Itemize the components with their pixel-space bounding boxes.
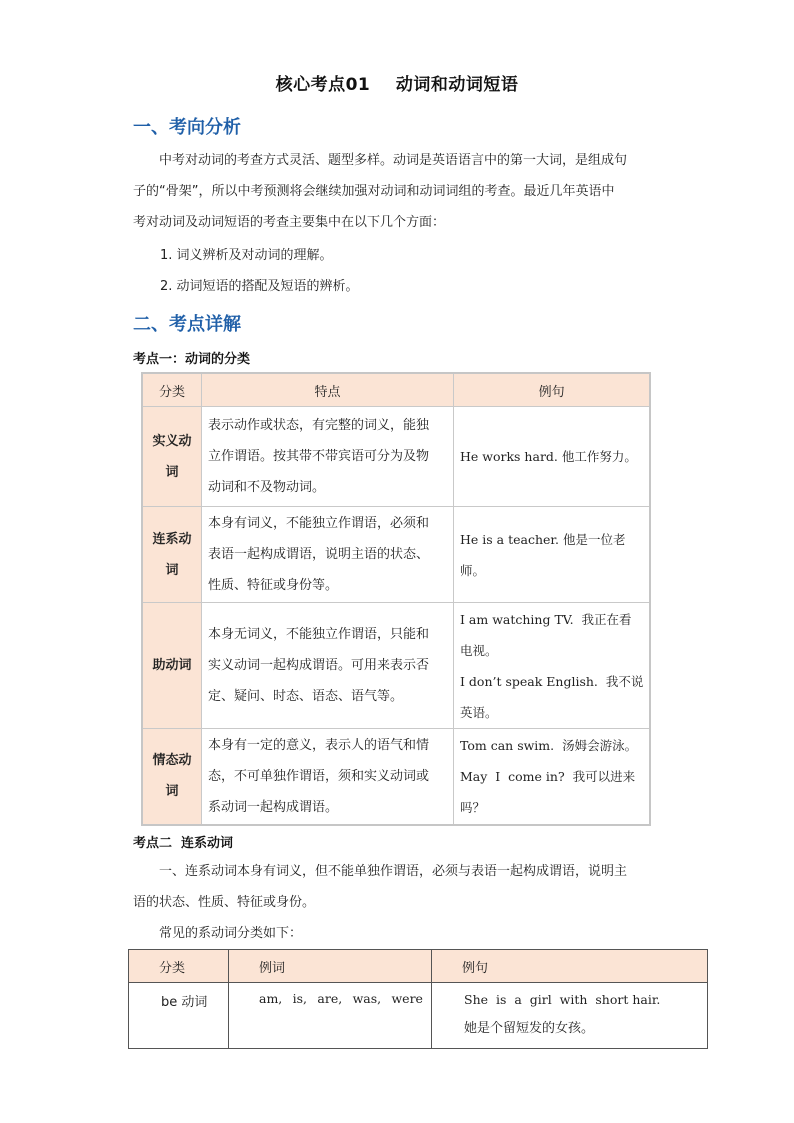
linking-verb-table: [128, 949, 708, 1049]
feature-line: 本身有一定的意义，表示人的语气和情: [208, 737, 430, 753]
section-heading-analysis: 一、考向分析: [133, 117, 241, 138]
para-line: 语的状态、性质、特征或身份。: [133, 895, 316, 910]
example-line: He works hard. 他工作努力。: [460, 449, 637, 464]
table-row: [142, 603, 650, 729]
analysis-paragraph: [133, 145, 661, 238]
table-header-cell: 例句: [454, 373, 651, 407]
feature-line: 动词和不及物动词。: [208, 480, 326, 495]
para-line: 子的“骨架”，所以中考预测将会继续加强对动词和动词词组的考查。最近几年英语中: [133, 184, 615, 199]
example-line: I am watching TV. 我正在看: [460, 611, 632, 627]
category-cell: [142, 507, 202, 603]
example-line: May I come in? 我可以进来: [460, 768, 636, 784]
table-row: [129, 983, 708, 1049]
example-cell: [454, 507, 651, 603]
feature-line: 实义动词一起构成谓语。可用来表示否: [208, 658, 430, 673]
category-line: 情态动: [152, 753, 192, 769]
example-line: I don’t speak English. 我不说: [460, 673, 644, 689]
word: are,: [317, 991, 343, 1006]
category-cell: be 动词: [129, 983, 229, 1049]
feature-line: 表示动作或状态，有完整的词义，能独: [208, 418, 430, 433]
feature-line: 表语一起构成谓语，说明主语的状态、: [208, 547, 430, 562]
feature-cell: [202, 407, 454, 507]
category-cell: [142, 407, 202, 507]
table-header-cell: 分类: [142, 373, 202, 407]
feature-line: 立作谓语。按其带不带宾语可分为及物: [208, 449, 430, 464]
feature-line: 系动词一起构成谓语。: [208, 799, 339, 815]
example-cell: [454, 603, 651, 729]
example-line: He is a teacher. 他是一位老师。: [460, 531, 626, 578]
feature-line: 定、疑问、时态、语态、语气等。: [208, 689, 404, 704]
table-row: [142, 729, 650, 825]
section-heading-details: 二、考点详解: [133, 314, 241, 335]
word: is,: [292, 991, 308, 1006]
category-line: 词: [165, 464, 179, 480]
table-header-cell: 分类: [129, 950, 229, 983]
feature-cell: [202, 729, 454, 825]
feature-line: 本身有词义，不能独立作谓语，必须和: [208, 516, 430, 531]
word: was,: [352, 991, 382, 1006]
example-line: Tom can swim. 汤姆会游泳。: [460, 737, 638, 753]
table-header-cell: 例词: [229, 950, 432, 983]
point2-intro: 常见的系动词分类如下：: [159, 926, 303, 941]
point2-title: 考点二 连系动词: [133, 836, 234, 851]
category-line: 连系动: [152, 531, 192, 547]
feature-line: 本身无词义，不能独立作谓语，只能和: [208, 627, 430, 642]
word-list: [259, 991, 423, 1006]
category-line: 词: [165, 562, 179, 578]
page-title: 核心考点01 动词和动词短语: [275, 75, 519, 95]
table-header-row: [142, 373, 650, 407]
example-line: 电视。: [460, 642, 498, 658]
example-cell: [432, 983, 708, 1049]
category-cell: [142, 729, 202, 825]
category-cell: [142, 603, 202, 729]
feature-line: 性质、特征或身份等。: [208, 578, 339, 593]
para-line: 中考对动词的考查方式灵活、题型多样。动词是英语语言中的第一大词，是组成句: [159, 153, 628, 168]
word: am,: [259, 991, 283, 1006]
feature-line: 态，不可单独作谓语，须和实义动词或: [208, 768, 430, 784]
example-line: She is a girl with short hair.: [464, 992, 661, 1007]
category-line: 助动词: [152, 658, 192, 673]
category-line: 实义动: [152, 433, 192, 449]
table-row: [142, 407, 650, 507]
table-row: [142, 507, 650, 603]
para-line: 一、连系动词本身有词义，但不能单独作谓语，必须与表语一起构成谓语，说明主: [159, 864, 628, 879]
example-line: 她是个留短发的女孩。: [464, 1021, 595, 1036]
table-header-cell: 特点: [202, 373, 454, 407]
para-line: 考对动词及动词短语的考查主要集中在以下几个方面：: [133, 215, 446, 230]
point1-title: 考点一：动词的分类: [133, 352, 251, 367]
words-cell: [229, 983, 432, 1049]
table-header-row: [129, 950, 708, 983]
point2-paragraph: [133, 856, 661, 918]
category-line: 词: [165, 784, 179, 800]
list-item: 1. 词义辨析及对动词的理解。: [160, 248, 333, 263]
verb-classification-table: [141, 372, 651, 826]
example-line: 英语。: [460, 704, 498, 720]
word: were: [391, 991, 423, 1006]
list-item: 2. 动词短语的搭配及短语的辨析。: [160, 279, 359, 294]
example-line: 吗？: [460, 799, 486, 815]
feature-cell: [202, 507, 454, 603]
example-cell: [454, 729, 651, 825]
table-header-cell: 例句: [432, 950, 708, 983]
example-cell: [454, 407, 651, 507]
feature-cell: [202, 603, 454, 729]
